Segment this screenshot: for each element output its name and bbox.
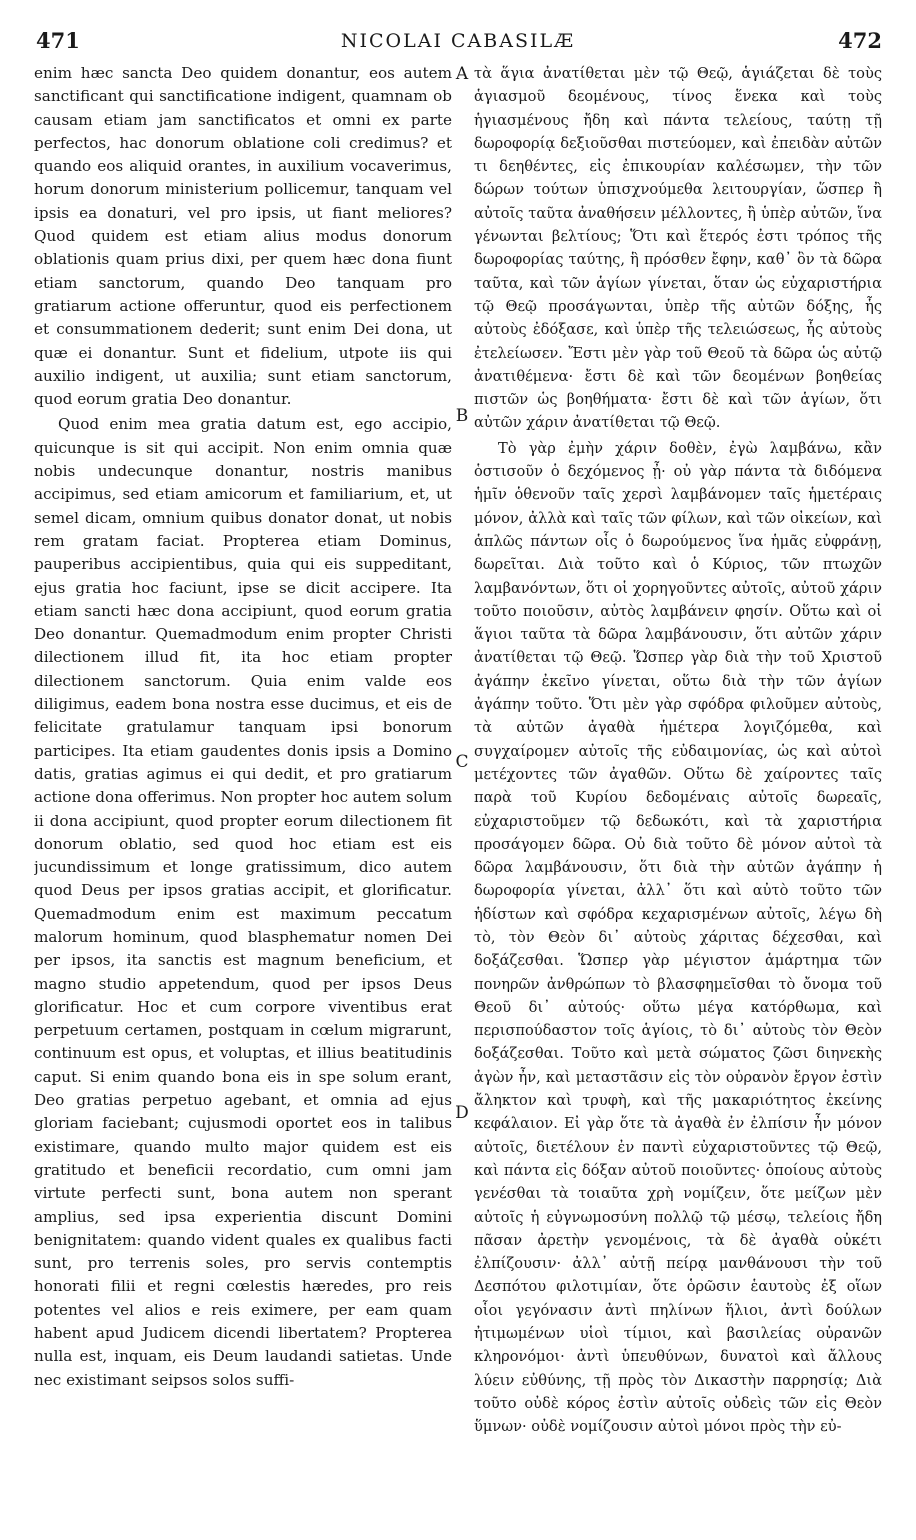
margin-marker-a: A xyxy=(455,64,469,84)
page-number-left: 471 xyxy=(36,28,80,53)
greek-paragraph-2: Τὸ γὰρ ἐμὴν χάριν δοθὲν, ἐγὼ λαμβάνω, κἂν ὁστισοῦν ὁ δεχόμενος ᾖ· οὐ γὰρ πάντα τὰ διδόμενα ἡμῖν ὁθενοῦν ταῖς χερσὶ λαμβάνομεν ταῖς ἡμετέραις μόνον, ἀλλὰ καὶ ταῖς τῶν φίλων, καὶ τῶν οἰκείων, καὶ ἁπλῶς πάντων οἷς ὁ δωρούμενος ἵνα ἡμᾶς εὐφράνῃ, δωρεῖται. Διὰ τοῦτο καὶ ὁ Κύριος, τῶν πτωχῶν λαμβανόντων, ὅτι οἱ χορηγοῦντες αὐτοῖς, αὐτοῦ χάριν τοῦτο ποιοῦσιν, αὐτὸς λαμβάνειν φησίν. Οὕτω καὶ οἱ ἅγιοι ταῦτα τὰ δῶρα λαμβάνουσιν, ὅτι αὐτῶν χάριν ἀνατίθεται τῷ Θεῷ. Ὥσπερ γὰρ διὰ τὴν τοῦ Χριστοῦ ἀγάπην ἐκεῖνο γίνεται, οὕτω διὰ τὴν τῶν ἁγίων ἀγάπην τοῦτο. Ὅτι μὲν γὰρ σφόδρα φιλοῦμεν αὐτοὺς, τὰ αὐτῶν ἀγαθὰ ἡμέτερα λογιζόμεθα, καὶ συγχαίρομεν αὐτοῖς τῆς εὐδαιμονίας, ὡς καὶ αὐτοὶ μετέχοντες τῶν ἀγαθῶν. Οὕτω δὲ χαίροντες ταῖς παρὰ τοῦ Κυρίου δεδομέναις αὐτοῖς δωρεαῖς, εὐχαριστοῦμεν τῷ δεδωκότι, καὶ τὰ χαριστήρια προσάγομεν δῶρα. Οὐ διὰ τοῦτο δὲ μόνον αὐτοὶ τὰ δῶρα λαμβάνουσιν, ὅτι διὰ τὴν αὐτῶν ἀγάπην ἡ δωροφορία γίνεται, ἀλλ᾽ ὅτι καὶ αὐτὸ τοῦτο τῶν ἡδίστων καὶ σφόδρα κεχαρισμένων αὐτοῖς, λέγω δὴ τὸ, τὸν Θεὸν δι᾽ αὐτοὺς χάριτας δέχεσθαι, καὶ δοξάζεσθαι. Ὥσπερ γὰρ μέγιστον ἁμάρτημα τῶν πονηρῶν ἀνθρώπων τὸ βλασφημεῖσθαι τὸ ὄνομα τοῦ Θεοῦ δι᾽ αὐτούς· οὕτω μέγα κατόρθωμα, καὶ περισπούδαστον τοῖς ἁγίοις, τὸ δι᾽ αὐτοὺς τὸν Θεὸν δοξάζεσθαι. Τοῦτο καὶ μετὰ σώματος ζῶσι διηνεκὴς ἀγὼν ἦν, καὶ μεταστᾶσιν εἰς τὸν οὐρανὸν ἔργον ἐστὶν ἄληκτον καὶ τρυφὴ, καὶ τῆς μακαριότητος ἐκείνης κεφάλαιον. Εἰ γὰρ ὅτε τὰ ἀγαθὰ ἐν ἐλπίσιν ἦν μόνον αὐτοῖς, διετέλουν ἐν παντὶ εὐχαριστοῦντες τῷ Θεῷ, καὶ πάντα εἰς δόξαν αὐτοῦ ποιοῦντες· ὁποίους αὐτοὺς γενέσθαι τὰ τοιαῦτα χρὴ νομίζειν, ὅτε μείζων μὲν αὐτοῖς ἡ εὐγνωμοσύνη πολλῷ τῷ μέσῳ, τελείοις ἤδη πᾶσαν ἀρετὴν γενομένοις, τὰ δὲ ἀγαθὰ οὐκέτι ἐλπίζουσιν· ἀλλ᾽ αὐτῇ πείρᾳ μανθάνουσι τὴν τοῦ Δεσπότου φιλοτιμίαν, ὅτε ὁρῶσιν ἑαυτοὺς ἐξ οἵων οἷοι γεγόνασιν ἀντὶ πηλίνων ἥλιοι, ἀντὶ δούλων ἠτιμωμένων υἱοὶ τίμιοι, καὶ βασιλείας οὐρανῶν κληρονόμοι· ἀντὶ ὑπευθύνων, δυνατοὶ καὶ ἄλλους λύειν εὐθύνης, τῇ πρὸς τὸν Δικαστὴν παρρησίᾳ; Διὰ τοῦτο οὐδὲ κόρος ἐστὶν αὐτοῖς οὐδεὶς τῶν εἰς Θεὸν ὕμνων· οὐδὲ νομίζουσιν αὐτοὶ μόνοι πρὸς τὴν εὐ- xyxy=(474,439,882,1436)
greek-column xyxy=(474,62,882,1532)
latin-column xyxy=(34,62,452,1532)
greek-paragraph-1: τὰ ἅγια ἀνατίθεται μὲν τῷ Θεῷ, ἁγιάζεται δὲ τοὺς ἁγιασμοῦ δεομένους, τίνος ἕνεκα καὶ τοὺς ἡγιασμένους ἤδη καὶ πάντα τελείους, ταύτῃ τῇ δωροφορίᾳ δεξιοῦσθαι πιστεύομεν, καὶ ἐπειδὰν αὐτῶν τι δεηθέντες, εἰς ἐπικουρίαν καλέσωμεν, τὴν τῶν δώρων τούτων ὑπισχνούμεθα λειτουργίαν, ὥσπερ ἢ αὐτοῖς ταῦτα ἀναθήσειν μέλλοντες, ἢ ὑπὲρ αὐτῶν, ἵνα γένωνται βελτίους; Ὅτι καὶ ἕτερός ἐστι τρόπος τῆς δωροφορίας ταύτης, ἣ πρόσθεν ἔφην, καθ᾽ ὃν τὰ δῶρα ταῦτα, καὶ τῶν ἁγίων γίνεται, ὅταν ὡς εὐχαριστήρια τῷ Θεῷ προσάγωνται, ὑπὲρ τῆς αὐτῶν δόξης, ἧς αὐτοὺς ἐδόξασε, καὶ ὑπὲρ τῆς τελειώσεως, ἧς αὐτοὺς ἐτελείωσεν. Ἔστι μὲν γὰρ τοῦ Θεοῦ τὰ δῶρα ὡς αὐτῷ ἀνατιθέμενα· ἔστι δὲ καὶ τῶν δεομένων βοηθείας πιστῶν ὡς βοηθήματα· ἔστι δὲ καὶ τῶν ἁγίων, ὅτι αὐτῶν χάριν ἀνατίθεται τῷ Θεῷ. xyxy=(474,65,882,432)
latin-paragraph-1: enim hæc sancta Deo quidem donantur, eos autem sanctificant qui sanctificatione indigent, quamnam ob causam etiam jam sanctificatos et omni ex parte perfectos, hac donorum oblatione coli credimus? et quando eos aliquid orantes, in auxilium vocaverimus, horum donorum ministerium pollicemur, tanquam vel ipsis ea donaturi, vel pro ipsis, ut fiant meliores? Quod quidem est etiam alius modus donorum oblationis quam prius dixi, per quem hæc dona fiunt etiam sanctorum, quando Deo tanquam pro gratiarum actione offeruntur, quod eis perfectionem et consummationem dederit; sunt enim Dei dona, ut quæ ei donantur. Sunt et fidelium, utpote iis qui auxilio indigent, ut auxilia; sunt etiam sanctorum, quod eorum gratia Deo donantur. xyxy=(34,64,452,409)
latin-paragraph-2: Quod enim mea gratia datum est, ego accipio, quicunque is sit qui accipit. Non enim omnia quæ nobis undecunque donantur, nostris manibus accipimus, sed etiam amicorum et familiarium, et, ut semel dicam, omnium quibus donator donat, ut nobis rem gratam faciat. Propterea etiam Dominus, pauperibus accipientibus, quia qui eis suppeditant, ejus gratia hoc faciunt, ipse se dicit accipere. Ita etiam sancti hæc dona accipiunt, quod eorum gratia Deo donantur. Quemadmodum enim propter Christi dilectionem illud fit, ita hoc etiam propter dilectionem sanctorum. Quia enim valde eos diligimus, eadem bona nostra esse ducimus, et eis de felicitate gratulamur tanquam ipsi bonorum participes. Ita etiam gaudentes donis ipsis a Domino datis, gratias agimus ei qui dedit, et pro gratiarum actione dona offerimus. Non propter hoc autem solum ii dona accipiunt, quod propter eorum dilectionem fit donorum oblatio, sed quod hoc etiam est eis jucundissimum et longe gratissimum, dico autem quod Deus per ipsos gratias accipit, et glorificatur. Quemadmodum enim est maximum peccatum malorum hominum, quod blasphematur nomen Dei per ipsos, ita sanctis est magnum beneficium, et magno studio appetendum, quod per ipsos Deus glorificatur. Hoc et cum corpore viventibus erat perpetuum certamen, postquam in cœlum migrarunt, continuum est opus, et voluptas, et illius beatitudinis caput. Si enim quando bona eis in spe solum erant, Deo gratias perpetuo agebant, et omnia ad ejus gloriam faciebant; cujusmodi oportet eos in talibus existimare, quando multo major quidem est eis gratitudo et beneficii recordatio, cum omni jam virtute perfecti sunt, bona autem non sperant amplius, sed ipsa experientia discunt Domini benignitatem: quando vident quales ex qualibus facti sunt, pro terrenis soles, pro servis contemptis honorati filii et regni cœlestis hæredes, pro reis potentes vel alios e reis eximere, per eam quam habent apud Judicem dicendi libertatem? Propterea nulla est, inquam, eis Deum laudandi satietas. Unde nec existimant seipsos solos suffi- xyxy=(34,415,452,1389)
margin-marker-c: C xyxy=(455,752,469,772)
running-head: NICOLAI CABASILÆ xyxy=(340,30,576,52)
margin-marker-d: D xyxy=(455,1103,469,1123)
margin-marker-b: B xyxy=(455,406,469,426)
page-number-right: 472 xyxy=(838,28,882,53)
page-header xyxy=(0,28,916,58)
